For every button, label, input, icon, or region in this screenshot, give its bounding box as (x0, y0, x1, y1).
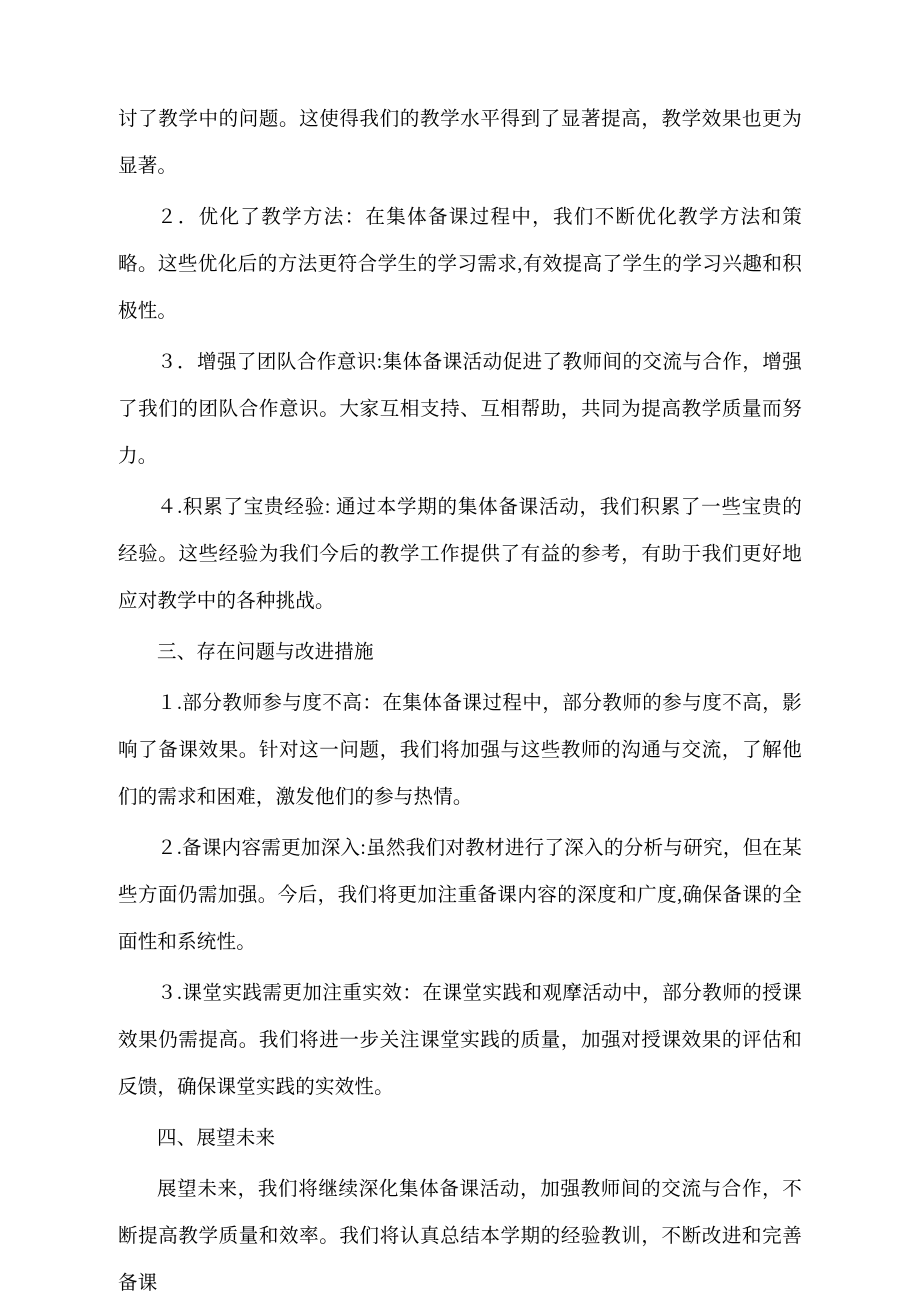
paragraph-problem-2-depth: ２.备课内容需更加深入:虽然我们对教材进行了深入的分析与研究，但在某些方面仍需加强。今后，我们将更加注重备课内容的深度和广度,确保备课的全面性和系统性。 (118, 838, 802, 953)
paragraph-continuation: 讨了教学中的问题。这使得我们的教学水平得到了显著提高，教学效果也更为显著。 (118, 109, 802, 177)
heading-section-three: 三、存在问题与改进措施 (157, 642, 374, 663)
paragraph-item-3-teamwork: ３．增强了团队合作意识:集体备课活动促进了教师间的交流与合作，增强了我们的团队合作意识。大家互相支持、互相帮助，共同为提高教学质量而努力。 (118, 352, 802, 467)
document-body (118, 96, 802, 1307)
paragraph-item-4-experience: ４.积累了宝贵经验: 通过本学期的集体备课活动，我们积累了一些宝贵的经验。这些经验为我们今后的教学工作提供了有益的参考，有助于我们更好地应对教学中的各种挑战。 (118, 497, 802, 612)
heading-section-four: 四、展望未来 (157, 1128, 276, 1149)
paragraph-outlook: 展望未来，我们将继续深化集体备课活动，加强教师间的交流与合作，不断提高教学质量和效率。我们将认真总结本学期的经验教训，不断改进和完善备课 (118, 1179, 802, 1294)
paragraph-problem-3-practice: ３.课堂实践需更加注重实效：在课堂实践和观摩活动中，部分教师的授课效果仍需提高。我们将进一步关注课堂实践的质量，加强对授课效果的评估和反馈，确保课堂实践的实效性。 (118, 983, 802, 1098)
paragraph-problem-1-participation: １.部分教师参与度不高：在集体备课过程中，部分教师的参与度不高，影响了备课效果。针对这一问题，我们将加强与这些教师的沟通与交流，了解他们的需求和困难，激发他们的参与热情。 (118, 693, 802, 808)
paragraph-item-2-methods: ２．优化了教学方法：在集体备课过程中，我们不断优化教学方法和策略。这些优化后的方法更符合学生的学习需求,有效提高了学生的学习兴趣和积极性。 (118, 207, 802, 322)
